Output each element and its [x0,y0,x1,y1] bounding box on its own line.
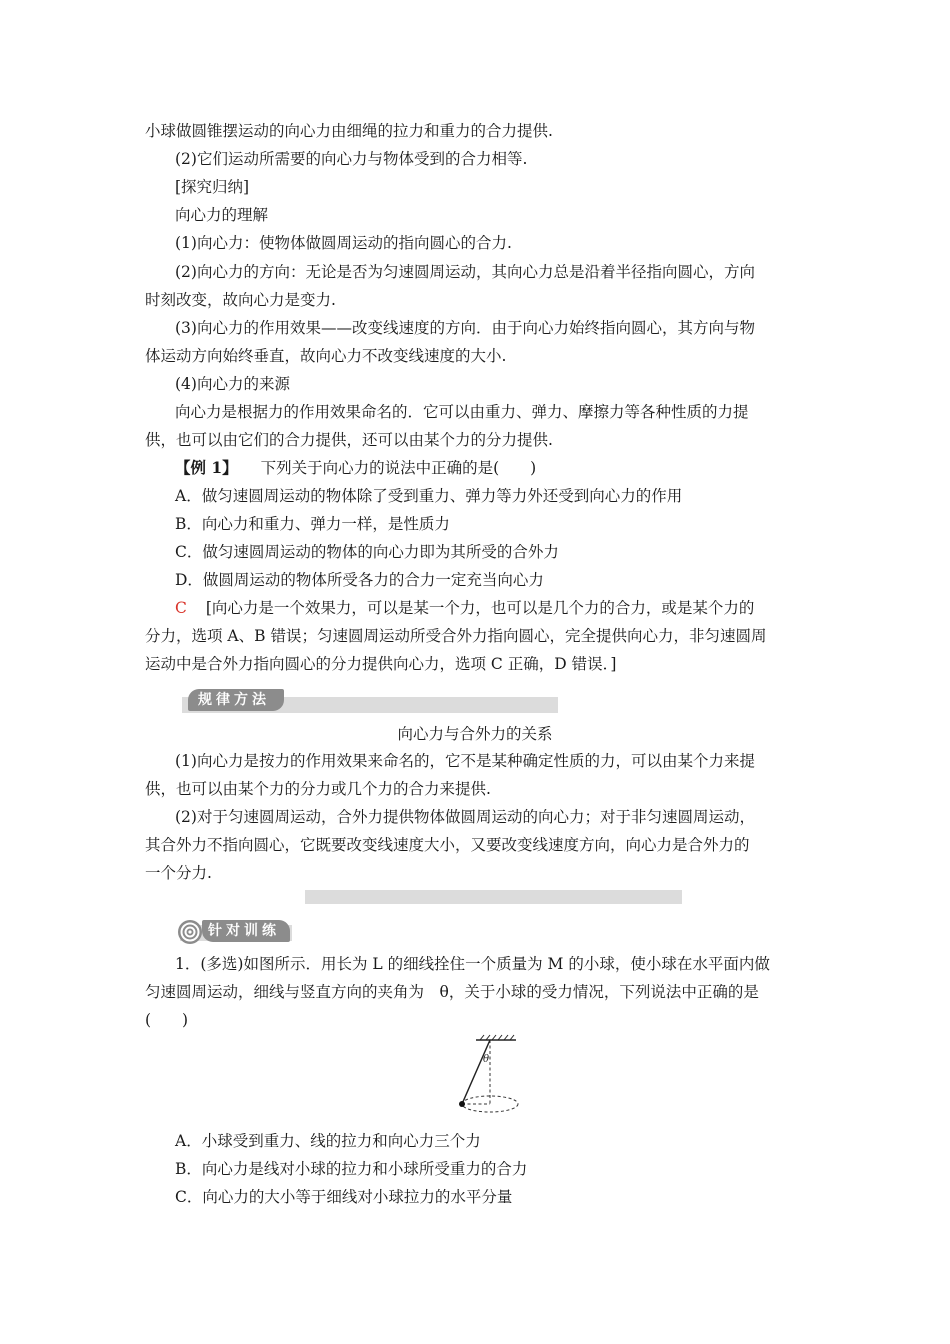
text-line: 供，也可以由它们的合力提供，还可以由某个力的分力提供. [145,431,553,449]
answer-line [175,598,754,618]
text-line: 向心力是根据力的作用效果命名的．它可以由重力、弹力、摩擦力等各种性质的力提 [175,403,749,421]
option-a: A．做匀速圆周运动的物体除了受到重力、弹力等力外还受到向心力的作用 [175,487,683,505]
option-b: B．向心力是线对小球的拉力和小球所受重力的合力 [175,1160,528,1178]
option-b: B．向心力和重力、弹力一样，是性质力 [175,515,450,533]
text-line: (2)它们运动所需要的向心力与物体受到的合力相等. [175,150,528,168]
answer-text: 分力，选项 A、B 错误；匀速圆周运动所受合外力指向圆心，完全提供向心力，非匀速圆周 [145,627,767,645]
training-badge: 针对训练 [202,920,290,942]
method-text: 其合外力不指向圆心，它既要改变线速度大小，又要改变线速度方向，向心力是合外力的 [145,836,750,854]
option-d: D．做圆周运动的物体所受各力的合力一定充当向心力 [175,571,544,589]
question-text: 1．(多选)如图所示．用长为 L 的细线拴住一个质量为 M 的小球，使小球在水平面内做 [175,955,770,973]
answer-text: [向心力是一个效果力，可以是某一个力，也可以是几个力的合力，或是某个力的 [205,599,755,617]
option-a: A．小球受到重力、线的拉力和向心力三个力 [175,1132,481,1150]
text-line: (1)向心力：使物体做圆周运动的指向圆心的合力. [175,234,512,252]
target-icon [177,919,203,945]
question-text: ( ) [145,1011,189,1029]
option-c: C．做匀速圆周运动的物体的向心力即为其所受的合外力 [175,543,559,561]
example-tag: 【例 1】 [175,458,238,477]
method-title: 向心力与合外力的关系 [397,725,553,743]
text-line: (2)向心力的方向：无论是否为匀速圆周运动，其向心力总是沿着半径指向圆心，方向 [175,263,755,281]
method-text: (2)对于匀速圆周运动，合外力提供物体做圆周运动的向心力；对于非匀速圆周运动， [175,808,755,826]
text-line: (4)向心力的来源 [175,375,290,393]
text-line: 体运动方向始终垂直，故向心力不改变线速度的大小. [145,347,507,365]
example-question: 下列关于向心力的说法中正确的是( ) [260,459,537,477]
answer-text: 运动中是合外力指向圆心的分力提供向心力，选项 C 正确，D 错误．] [145,655,617,673]
method-text: 供，也可以由某个力的分力或几个力的合力来提供. [145,780,491,798]
pendulum-figure [450,1034,530,1118]
section-label: [探究归纳] [175,178,250,196]
method-text: 一个分力. [145,864,212,882]
text-line: 小球做圆锥摆运动的向心力由细绳的拉力和重力的合力提供. [145,122,553,140]
section-divider [305,890,682,904]
question-text: 匀速圆周运动，细线与竖直方向的夹角为 θ，关于小球的受力情况，下列说法中正确的是 [145,983,759,1001]
theta-label: θ [483,1054,490,1065]
example-line [175,458,536,478]
method-badge: 规律方法 [188,689,284,711]
option-c: C．向心力的大小等于细线对小球拉力的水平分量 [175,1188,513,1206]
answer-letter: C [175,599,187,617]
subheading: 向心力的理解 [175,206,269,224]
text-line: (3)向心力的作用效果——改变线速度的方向．由于向心力始终指向圆心，其方向与物 [175,319,755,337]
method-text: (1)向心力是按力的作用效果来命名的，它不是某种确定性质的力，可以由某个力来提 [175,752,755,770]
text-line: 时刻改变，故向心力是变力. [145,291,336,309]
